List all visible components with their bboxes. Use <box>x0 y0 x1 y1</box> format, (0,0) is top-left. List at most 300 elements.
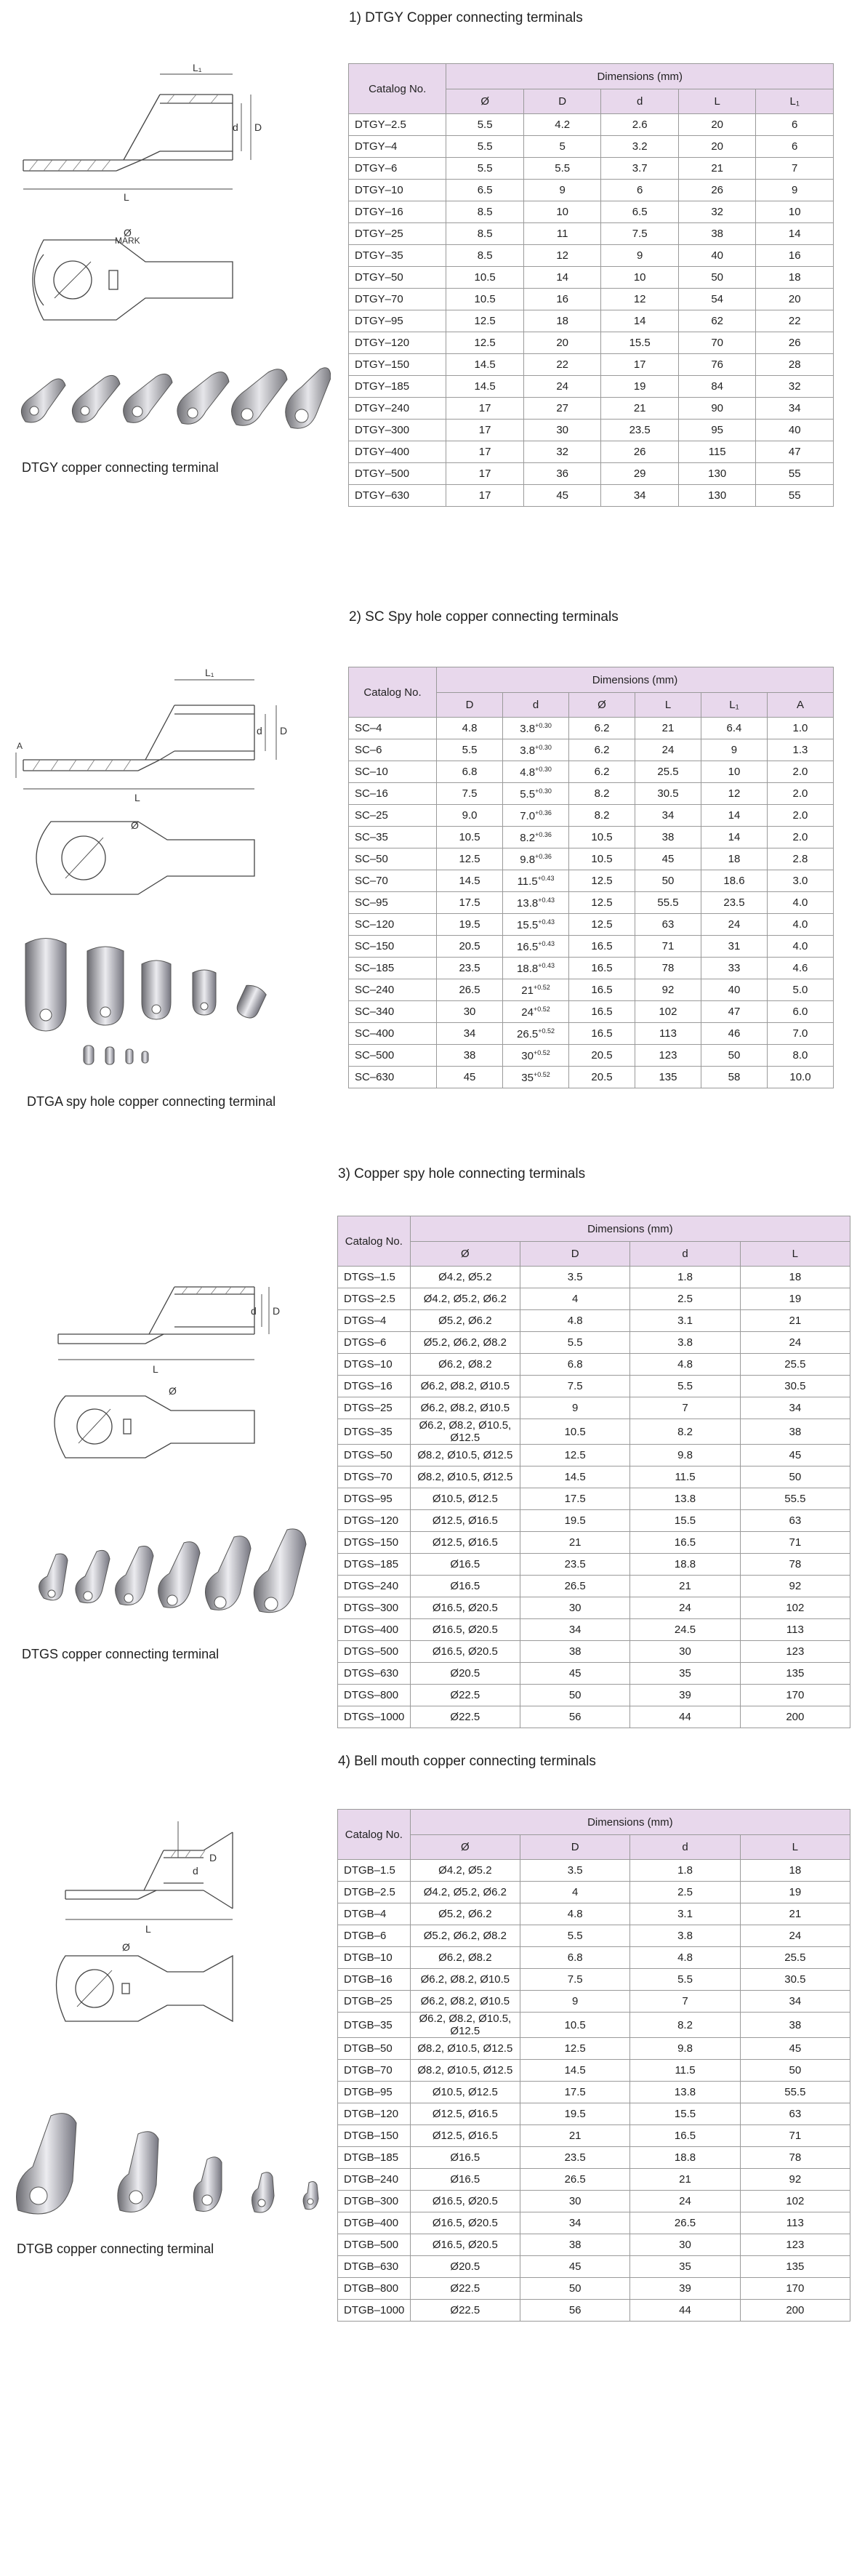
table-cell: 10 <box>701 761 767 783</box>
table-cell: 24 <box>635 739 701 761</box>
table-row <box>349 1067 834 1088</box>
table-cell: 34 <box>756 398 834 420</box>
table-cell: 3.5 <box>520 1267 630 1288</box>
dimensions-header: Dimensions (mm) <box>410 1216 850 1242</box>
sc-spec-table <box>348 667 834 1088</box>
catalog-cell: DTGS–1.5 <box>338 1267 411 1288</box>
table-cell: 6 <box>756 114 834 136</box>
table-cell: 5.5 <box>630 1969 740 1991</box>
table-row <box>338 2212 850 2234</box>
table-cell: Ø22.5 <box>410 2300 520 2322</box>
table-cell: 170 <box>740 1685 850 1706</box>
table-cell: 6.4 <box>701 718 767 739</box>
table-cell: 12.5 <box>569 892 635 914</box>
table-cell: 8.2 <box>569 805 635 827</box>
table-cell: 27 <box>523 398 601 420</box>
table-cell: 13.8 <box>630 1488 740 1510</box>
table-cell: 7.0 <box>767 1023 833 1045</box>
table-cell: 18.6 <box>701 870 767 892</box>
table-cell: 3.0 <box>767 870 833 892</box>
catalog-cell: DTGB–4 <box>338 1903 411 1925</box>
table-cell: 16.5 <box>569 979 635 1001</box>
cell-value: 35 <box>521 1071 534 1084</box>
table-cell: 20.5 <box>569 1045 635 1067</box>
table-cell: 12.5 <box>446 310 524 332</box>
table-cell: 22 <box>523 354 601 376</box>
dtgy-product-photo <box>11 349 331 444</box>
table-cell: 10.5 <box>569 827 635 848</box>
catalog-cell: SC–500 <box>349 1045 437 1067</box>
tolerance-value: +0.52 <box>538 1027 555 1035</box>
table-cell: 44 <box>630 1706 740 1728</box>
table-cell: Ø10.5, Ø12.5 <box>410 2082 520 2103</box>
table-cell: Ø16.5, Ø20.5 <box>410 1619 520 1641</box>
table-row <box>338 1619 850 1641</box>
table-cell: 2.5 <box>630 1288 740 1310</box>
catalog-cell: SC–16 <box>349 783 437 805</box>
table-cell: 18 <box>740 1860 850 1882</box>
catalog-cell: DTGB–10 <box>338 1947 411 1969</box>
table-cell <box>503 848 569 870</box>
table-row <box>338 1532 850 1554</box>
table-cell: 55 <box>756 463 834 485</box>
table-cell: 170 <box>740 2278 850 2300</box>
table-cell: 9.8 <box>630 1445 740 1466</box>
table-cell: 17 <box>446 463 524 485</box>
table-row <box>338 1554 850 1576</box>
table-cell: 34 <box>437 1023 503 1045</box>
table-cell: 7.5 <box>520 1969 630 1991</box>
table-cell: 6.8 <box>437 761 503 783</box>
table-cell: Ø6.2, Ø8.2 <box>410 1947 520 1969</box>
catalog-cell: DTGY–300 <box>349 420 446 441</box>
table-cell: 12 <box>523 245 601 267</box>
table-cell <box>503 892 569 914</box>
catalog-cell: SC–6 <box>349 739 437 761</box>
table-cell: 11 <box>523 223 601 245</box>
table-row <box>338 2169 850 2191</box>
table-row <box>338 1991 850 2013</box>
table-cell: 135 <box>740 1663 850 1685</box>
table-row <box>349 1045 834 1067</box>
table-cell: 113 <box>635 1023 701 1045</box>
table-cell: Ø6.2, Ø8.2, Ø10.5 <box>410 1397 520 1419</box>
table-cell <box>503 1067 569 1088</box>
table-cell: 62 <box>678 310 756 332</box>
table-cell: 6.5 <box>601 201 679 223</box>
table-cell: 11.5 <box>630 1466 740 1488</box>
table-row <box>349 310 834 332</box>
table-cell: Ø16.5 <box>410 2169 520 2191</box>
table-cell: 20 <box>678 136 756 158</box>
dim-label-phi: Ø <box>122 1941 130 1953</box>
table-cell: 4.8 <box>520 1310 630 1332</box>
dim-label-big-d: D <box>254 121 262 133</box>
table-cell: 25.5 <box>740 1947 850 1969</box>
catalog-cell: DTGB–70 <box>338 2060 411 2082</box>
table-cell: Ø6.2, Ø8.2 <box>410 1354 520 1376</box>
table-cell: 19 <box>740 1288 850 1310</box>
catalog-cell: DTGY–95 <box>349 310 446 332</box>
table-cell: 16 <box>523 289 601 310</box>
table-cell: 24 <box>740 1332 850 1354</box>
table-cell: 38 <box>520 2234 630 2256</box>
column-header: Ø <box>569 693 635 718</box>
catalog-cell: SC–400 <box>349 1023 437 1045</box>
table-cell: 30 <box>630 2234 740 2256</box>
table-cell: 6.8 <box>520 1947 630 1969</box>
tolerance-value: +0.52 <box>533 983 550 991</box>
table-cell: 40 <box>678 245 756 267</box>
table-cell: 12.5 <box>569 870 635 892</box>
table-row <box>349 354 834 376</box>
catalog-cell: DTGB–1000 <box>338 2300 411 2322</box>
table-cell: 17 <box>446 398 524 420</box>
table-cell: 26 <box>678 180 756 201</box>
table-row <box>338 1267 850 1288</box>
catalog-cell: DTGB–400 <box>338 2212 411 2234</box>
dtgb-technical-drawing <box>15 1810 320 2029</box>
table-cell: 56 <box>520 2300 630 2322</box>
table-row <box>349 158 834 180</box>
table-cell: 12.5 <box>446 332 524 354</box>
table-row <box>338 2256 850 2278</box>
table-cell: 9 <box>520 1991 630 2013</box>
table-cell: 19.5 <box>520 1510 630 1532</box>
tolerance-value: +0.36 <box>535 808 552 816</box>
table-cell: 55.5 <box>740 2082 850 2103</box>
column-header: D <box>520 1835 630 1860</box>
sc-product-photo <box>18 929 294 1075</box>
table-cell: 50 <box>635 870 701 892</box>
table-cell: 92 <box>740 1576 850 1597</box>
catalog-cell: DTGS–35 <box>338 1419 411 1445</box>
table-cell: 21 <box>740 1903 850 1925</box>
table-cell: 23.5 <box>520 2147 630 2169</box>
catalog-cell: DTGB–35 <box>338 2013 411 2038</box>
table-cell: Ø8.2, Ø10.5, Ø12.5 <box>410 1445 520 1466</box>
table-cell: 23.5 <box>701 892 767 914</box>
table-cell: Ø5.2, Ø6.2, Ø8.2 <box>410 1332 520 1354</box>
table-cell: Ø20.5 <box>410 2256 520 2278</box>
table-cell: 4.8 <box>630 1947 740 1969</box>
catalog-cell: DTGB–120 <box>338 2103 411 2125</box>
table-cell: 30.5 <box>740 1376 850 1397</box>
table-cell: 45 <box>740 2038 850 2060</box>
catalog-header: Catalog No. <box>338 1216 411 1267</box>
table-cell: Ø22.5 <box>410 1706 520 1728</box>
table-cell: 18.8 <box>630 1554 740 1576</box>
table-cell: 16.5 <box>569 958 635 979</box>
cell-value: 21 <box>521 984 534 997</box>
dim-label-l: L <box>134 792 140 803</box>
table-cell: 17 <box>446 420 524 441</box>
table-cell: 4.8 <box>520 1903 630 1925</box>
table-row <box>349 485 834 507</box>
cell-value: 26.5 <box>517 1027 539 1040</box>
cell-value: 13.8 <box>517 896 539 910</box>
table-cell: 30 <box>520 1597 630 1619</box>
table-cell: 9 <box>701 739 767 761</box>
catalog-cell: DTGY–120 <box>349 332 446 354</box>
table-cell: 16.5 <box>569 1001 635 1023</box>
catalog-cell: DTGY–35 <box>349 245 446 267</box>
table-cell: 2.0 <box>767 783 833 805</box>
table-cell: 50 <box>701 1045 767 1067</box>
table-cell <box>503 761 569 783</box>
table-cell: 21 <box>678 158 756 180</box>
table-row <box>338 2234 850 2256</box>
table-row <box>338 1419 850 1445</box>
sc-technical-drawing <box>15 662 320 902</box>
table-cell: Ø6.2, Ø8.2, Ø10.5, Ø12.5 <box>410 2013 520 2038</box>
tolerance-value: +0.43 <box>538 896 555 904</box>
table-cell: Ø4.2, Ø5.2 <box>410 1860 520 1882</box>
catalog-header: Catalog No. <box>349 64 446 114</box>
tolerance-value: +0.43 <box>538 939 555 947</box>
table-cell: Ø16.5, Ø20.5 <box>410 1597 520 1619</box>
table-cell: 38 <box>520 1641 630 1663</box>
catalog-cell: SC–95 <box>349 892 437 914</box>
table-cell: 30.5 <box>740 1969 850 1991</box>
table-cell: 21 <box>520 2125 630 2147</box>
cell-value: 24 <box>521 1006 534 1019</box>
table-cell: 38 <box>740 1419 850 1445</box>
table-cell: 14 <box>701 805 767 827</box>
table-cell: 5.5 <box>630 1376 740 1397</box>
table-row <box>349 805 834 827</box>
cell-value: 16.5 <box>517 940 539 953</box>
table-cell: Ø4.2, Ø5.2 <box>410 1267 520 1288</box>
table-row <box>338 1466 850 1488</box>
table-cell: 38 <box>635 827 701 848</box>
table-cell: Ø4.2, Ø5.2, Ø6.2 <box>410 1882 520 1903</box>
table-cell: 38 <box>437 1045 503 1067</box>
catalog-cell: DTGB–16 <box>338 1969 411 1991</box>
cell-value: 5.5 <box>520 787 536 801</box>
dim-label-l: L <box>153 1363 158 1375</box>
table-cell: 6 <box>756 136 834 158</box>
table-cell: 14 <box>523 267 601 289</box>
catalog-cell: SC–150 <box>349 936 437 958</box>
cell-value: 18.8 <box>517 962 539 975</box>
table-cell: 13.8 <box>630 2082 740 2103</box>
catalog-cell: DTGS–800 <box>338 1685 411 1706</box>
table-cell <box>503 1045 569 1067</box>
catalog-cell: DTGS–95 <box>338 1488 411 1510</box>
table-cell: 16.5 <box>569 1023 635 1045</box>
table-cell: 15.5 <box>630 2103 740 2125</box>
table-row <box>338 1641 850 1663</box>
table-row <box>338 1510 850 1532</box>
table-cell: 45 <box>523 485 601 507</box>
section-dtgb <box>0 1745 865 2327</box>
dtgb-product-photo <box>11 2101 331 2232</box>
table-cell: 18 <box>756 267 834 289</box>
catalog-cell: DTGS–400 <box>338 1619 411 1641</box>
column-header: L₁ <box>756 89 834 114</box>
table-cell <box>503 827 569 848</box>
table-row <box>338 1597 850 1619</box>
catalog-cell: DTGY–185 <box>349 376 446 398</box>
tolerance-value: +0.43 <box>538 961 555 969</box>
table-cell: Ø5.2, Ø6.2 <box>410 1310 520 1332</box>
table-cell: 20.5 <box>569 1067 635 1088</box>
table-cell: Ø12.5, Ø16.5 <box>410 2103 520 2125</box>
table-cell: 2.8 <box>767 848 833 870</box>
table-cell: 35 <box>630 2256 740 2278</box>
table-cell: 55 <box>756 485 834 507</box>
cell-value: 15.5 <box>517 918 539 931</box>
table-cell: 31 <box>701 936 767 958</box>
table-row <box>338 2191 850 2212</box>
table-cell: 12 <box>601 289 679 310</box>
catalog-cell: DTGY–25 <box>349 223 446 245</box>
tolerance-value: +0.36 <box>535 830 552 838</box>
table-cell: 1.8 <box>630 1860 740 1882</box>
table-cell: 7.5 <box>520 1376 630 1397</box>
dim-label-small-d: d <box>233 121 238 133</box>
table-row <box>349 892 834 914</box>
table-cell: 16.5 <box>569 936 635 958</box>
table-cell: 9 <box>520 1397 630 1419</box>
table-cell: 12.5 <box>520 2038 630 2060</box>
table-cell: 7.5 <box>601 223 679 245</box>
dim-label-big-d: D <box>273 1305 281 1317</box>
table-cell: 1.3 <box>767 739 833 761</box>
catalog-cell: DTGS–120 <box>338 1510 411 1532</box>
table-cell: 26.5 <box>520 1576 630 1597</box>
table-cell: 123 <box>740 2234 850 2256</box>
table-cell: 20 <box>756 289 834 310</box>
table-cell: 9.8 <box>630 2038 740 2060</box>
table-cell: 26 <box>756 332 834 354</box>
table-cell: 30 <box>523 420 601 441</box>
table-cell: 38 <box>678 223 756 245</box>
table-cell: 55.5 <box>740 1488 850 1510</box>
table-cell: 6.5 <box>446 180 524 201</box>
table-cell: 23.5 <box>601 420 679 441</box>
table-cell: 32 <box>678 201 756 223</box>
table-cell: 34 <box>520 1619 630 1641</box>
catalog-cell: DTGY–240 <box>349 398 446 420</box>
table-row <box>349 289 834 310</box>
table-cell: 10.0 <box>767 1067 833 1088</box>
table-cell: 10 <box>756 201 834 223</box>
catalog-cell: DTGB–300 <box>338 2191 411 2212</box>
table-cell: 7 <box>630 1397 740 1419</box>
table-cell: 9 <box>523 180 601 201</box>
table-cell: 10 <box>523 201 601 223</box>
catalog-cell: DTGB–630 <box>338 2256 411 2278</box>
table-row <box>349 739 834 761</box>
table-cell: 6.2 <box>569 739 635 761</box>
table-cell: 63 <box>740 1510 850 1532</box>
table-row <box>338 1969 850 1991</box>
table-cell <box>503 914 569 936</box>
table-cell: Ø16.5 <box>410 1576 520 1597</box>
table-cell <box>503 1023 569 1045</box>
section-dtgy <box>0 0 865 582</box>
dtgy-technical-drawing <box>15 58 320 378</box>
product-caption: DTGA spy hole copper connecting terminal <box>27 1094 276 1109</box>
table-cell: 32 <box>523 441 601 463</box>
table-cell: 12.5 <box>437 848 503 870</box>
table-cell: 21 <box>635 718 701 739</box>
table-row <box>349 420 834 441</box>
table-cell: 14 <box>701 827 767 848</box>
table-cell: 34 <box>740 1397 850 1419</box>
catalog-cell: DTGS–10 <box>338 1354 411 1376</box>
catalog-cell: DTGY–70 <box>349 289 446 310</box>
table-cell: 5.5 <box>437 739 503 761</box>
table-cell: 135 <box>740 2256 850 2278</box>
catalog-cell: DTGY–6 <box>349 158 446 180</box>
table-cell: 46 <box>701 1023 767 1045</box>
cell-value: 3.8 <box>520 722 536 735</box>
dim-label-l: L <box>124 191 129 203</box>
table-cell: 19.5 <box>520 2103 630 2125</box>
cell-value: 30 <box>521 1049 534 1062</box>
table-row <box>338 1576 850 1597</box>
table-cell: 50 <box>740 1466 850 1488</box>
table-cell: 78 <box>740 2147 850 2169</box>
catalog-cell: DTGB–2.5 <box>338 1882 411 1903</box>
table-cell: Ø16.5 <box>410 1554 520 1576</box>
column-header: d <box>630 1835 740 1860</box>
table-cell: 130 <box>678 485 756 507</box>
catalog-cell: DTGS–500 <box>338 1641 411 1663</box>
table-row <box>349 463 834 485</box>
table-cell: 3.1 <box>630 1310 740 1332</box>
table-cell: 34 <box>740 1991 850 2013</box>
table-row <box>338 2060 850 2082</box>
table-cell: 34 <box>601 485 679 507</box>
table-cell: 45 <box>520 1663 630 1685</box>
table-cell: 8.2 <box>630 2013 740 2038</box>
table-cell: 7.5 <box>437 783 503 805</box>
section-title: 1) DTGY Copper connecting terminals <box>349 10 583 25</box>
table-cell: 17 <box>446 485 524 507</box>
table-cell: 92 <box>635 979 701 1001</box>
table-cell: 40 <box>756 420 834 441</box>
column-header: L <box>678 89 756 114</box>
table-row <box>349 958 834 979</box>
catalog-cell: DTGS–70 <box>338 1466 411 1488</box>
table-row <box>338 1947 850 1969</box>
table-row <box>349 827 834 848</box>
table-row <box>338 2147 850 2169</box>
product-caption: DTGY copper connecting terminal <box>22 460 219 475</box>
table-cell: 3.7 <box>601 158 679 180</box>
dim-label-small-d: d <box>251 1305 257 1317</box>
catalog-cell: SC–120 <box>349 914 437 936</box>
table-cell: 3.1 <box>630 1903 740 1925</box>
dim-label-big-d: D <box>209 1852 217 1863</box>
table-cell: 14 <box>756 223 834 245</box>
table-cell: 5.5 <box>520 1332 630 1354</box>
catalog-cell: DTGB–95 <box>338 2082 411 2103</box>
table-cell: 21 <box>601 398 679 420</box>
table-row <box>349 783 834 805</box>
table-row <box>349 441 834 463</box>
table-cell: 95 <box>678 420 756 441</box>
table-cell: 56 <box>520 1706 630 1728</box>
dtgs-spec-table <box>337 1216 850 1728</box>
table-row <box>349 870 834 892</box>
dim-label-phi: Ø <box>131 819 139 831</box>
table-cell: 18 <box>740 1267 850 1288</box>
